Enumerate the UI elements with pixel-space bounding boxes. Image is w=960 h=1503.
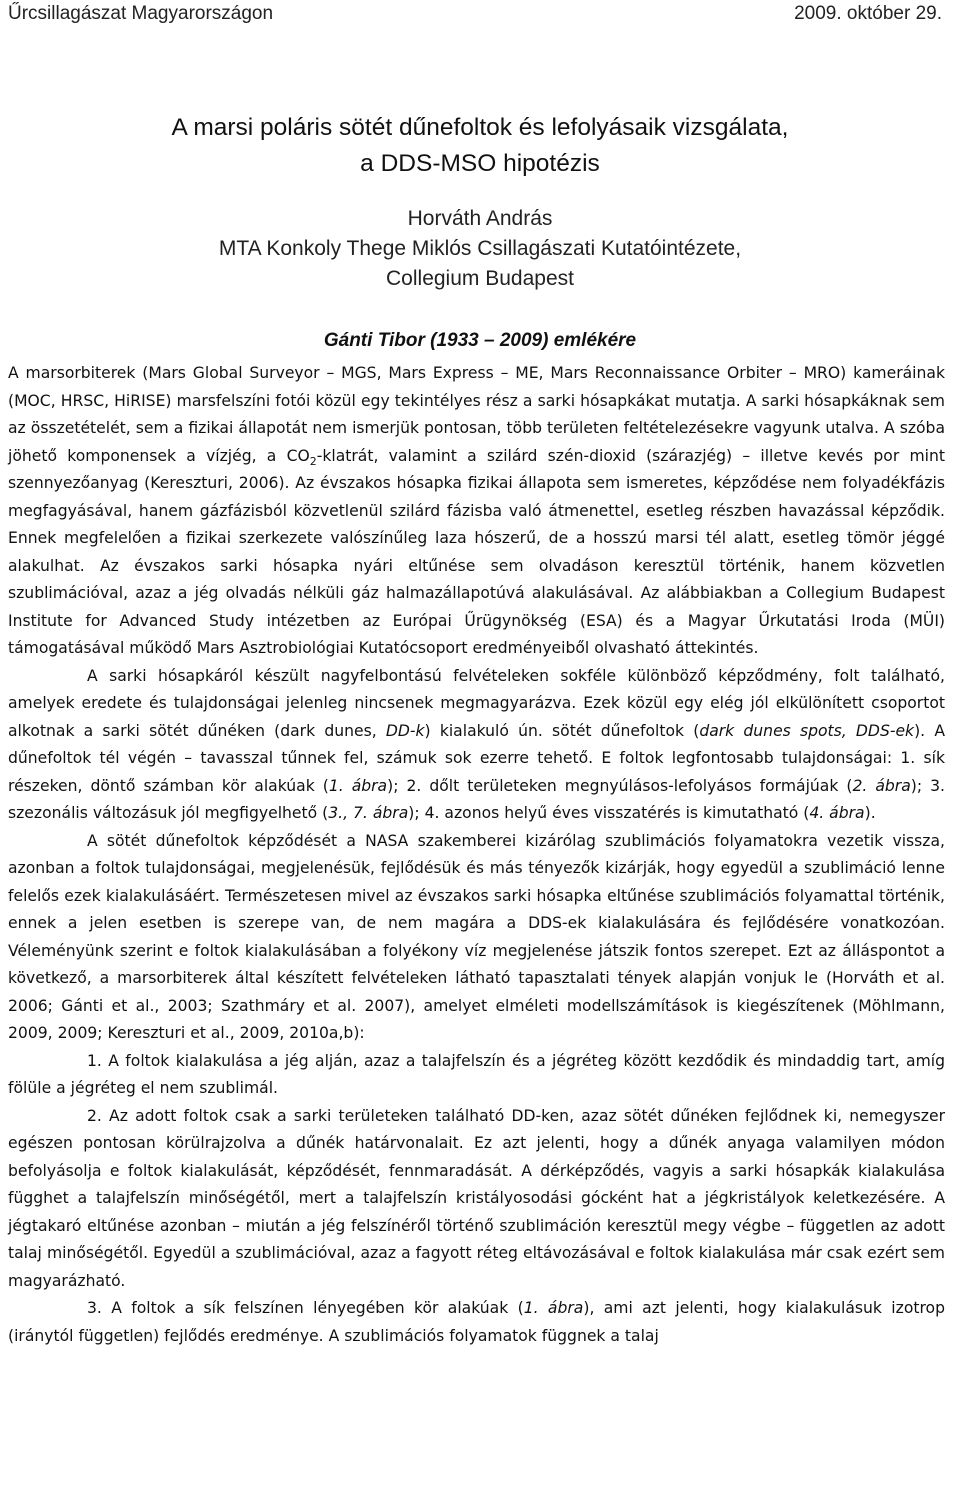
dedication: Gánti Tibor (1933 – 2009) emlékére (323, 330, 637, 351)
paragraph-2: A sarki hósapkáról készült nagyfelbontású felvételeken sokféle különböző képződmény, folt található, amelyek eredete és tulajdonságai jelenleg nincsenek megmagyarázva. Ezek közül egy elég jól elkülönített csoportot alkotnak a sarki sötét dűnéken (dark dunes, DD-k) kialakuló ún. sötét dűnefoltok (dark dunes spots, DDS-ek). A dűnefoltok tél végén – tavasszal tűnnek fel, számuk sok ezerre tehető. E foltok legfontosabb tulajdonságai: 1. sík részeken, döntő számban kör alakúak (1. ábra); 2. dőlt területeken megnyúlásos-lefolyásos formájúak (2. ábra); 3. szezonális változásuk jól megfigyelhető (3., 7. ábra); 4. azonos helyű éves visszatérés is kimutatható (4. ábra). (8, 666, 945, 822)
header-left: Űrcsillagászat Magyarországon (8, 3, 274, 24)
paragraph-6: 3. A foltok a sík felszínen lényegében kör alakúak (1. ábra), ami azt jelenti, hogy kialakulásuk izotrop (iránytól független) fejlődés eredménye. A szublimációs folyamatok függnek a talaj (8, 1299, 945, 1345)
author-block (0, 204, 960, 294)
author-name: Horváth András (407, 207, 553, 230)
author-affiliation-2: Collegium Budapest (386, 267, 574, 290)
paragraph-3: A sötét dűnefoltok képződését a NASA szakemberei kizárólag szublimációs folyamatokra vezetik vissza, azonban a foltok tulajdonságai, megjelenésük, fejlődésük és más tényezők kizárják, hogy egyedül a szublimáció lenne felelős ezek kialakulásáért. Természetesen mivel az évszakos sarki hósapka eltűnése szublimációs folyamattal történik, ennek a jelen esetben is szerepe van, de nem magára a DDS-ek kialakulására és fejlődésére vonatkozóan. Véleményünk szerint e foltok kialakulásában a folyékony víz megjelenése játszik fontos szerepet. Ezt az álláspontot a következő, a marsorbiterek által készített felvételeken látható tapasztalati tények alapján vonjuk le (Horváth et al. 2006; Gánti et al., 2003; Szathmáry et al. 2007), amelyet elméleti modellszámítások is kiegészítenek (Möhlmann, 2009, 2009; Kereszturi et al., 2009, 2010a,b): (8, 831, 945, 1042)
title-line-1: A marsi poláris sötét dűnefoltok és lefolyásaik vizsgálata, (171, 114, 789, 141)
title-line-2: a DDS-MSO hipotézis (360, 150, 600, 177)
article-body (8, 360, 945, 1350)
page-title (0, 110, 960, 182)
header-date: 2009. október 29. (794, 3, 942, 24)
paragraph-4: 1. A foltok kialakulása a jég alján, azaz a talajfelszín és a jégréteg között kezdődik és mindaddig tart, amíg fölüle a jégréteg el nem szublimál. (8, 1051, 945, 1097)
paragraph-5: 2. Az adott foltok csak a sarki területeken található DD-ken, azaz sötét dűnéken fejlődnek ki, nemegyszer egészen pontosan körülrajzolva a dűnék határvonalait. Ez azt jelenti, hogy a dűnék anyaga valamilyen módon befolyásolja e foltok kialakulását, képződését, fennmaradását. A dérképződés, vagyis a sarki hósapkák kialakulása függhet a talajfelszín minőségétől, mert a talajfelszín kristályosodási gócként hat a jégkristályok keletkezésére. A jégtakaró eltűnése azonban – miután a jég felszínéről történő szublimáción keresztül megy végbe – független az adott talaj minőségétől. Egyedül a szublimációval, azaz a fagyott réteg eltávozásával e foltok kialakulása már csak ezért sem magyarázható. (8, 1106, 945, 1290)
author-affiliation-1: MTA Konkoly Thege Miklós Csillagászati Kutatóintézete, (218, 237, 742, 260)
paragraph-1: A marsorbiterek (Mars Global Surveyor – MGS, Mars Express – ME, Mars Reconnaissance Orbiter – MRO) kameráinak (MOC, HRSC, HiRISE) marsfelszíni fotói közül egy tekintélyes rész a sarki hósapkákat mutatja. A sarki hósapkáknak sem az összetételét, sem a fizikai állapotát nem ismerjük pontosan, több területen feltételezésekre vagyunk utalva. A szóba jöhető komponensek a vízjég, a $CO_2$-klatrát, valamint a szilárd szén-dioxid (szárazjég) – illetve kevés por mint szennyezőanyag (Kereszturi, 2006). Az évszakos hósapka fizikai állapota sem ismeretes, képződése nem folyadékfázis megfagyásával, hanem gázfázisból közvetlenül szilárd fázisba való átmenettel, esetleg részben havazással képződik. Ennek megfelelően a fizikai szerkezete valószínűleg laza hószerű, de a hosszú marsi tél alatt, esetleg tömör jéggé alakulhat. Az évszakos sarki hósapka nyári eltűnése sem olvadáson keresztül történik, hanem közvetlen szublimációval, azaz a jég olvadás nélküli gáz halmazállapotúvá alakulásával. Az alábbiakban a Collegium Budapest Institute for Advanced Study intézetben az Európai Űrügynökség (ESA) és a Magyar Űrkutatási Iroda (MÜI) támogatásával működő Mars Asztrobiológiai Kutatócsoport eredményeiből olvasható áttekintés. (8, 364, 946, 657)
